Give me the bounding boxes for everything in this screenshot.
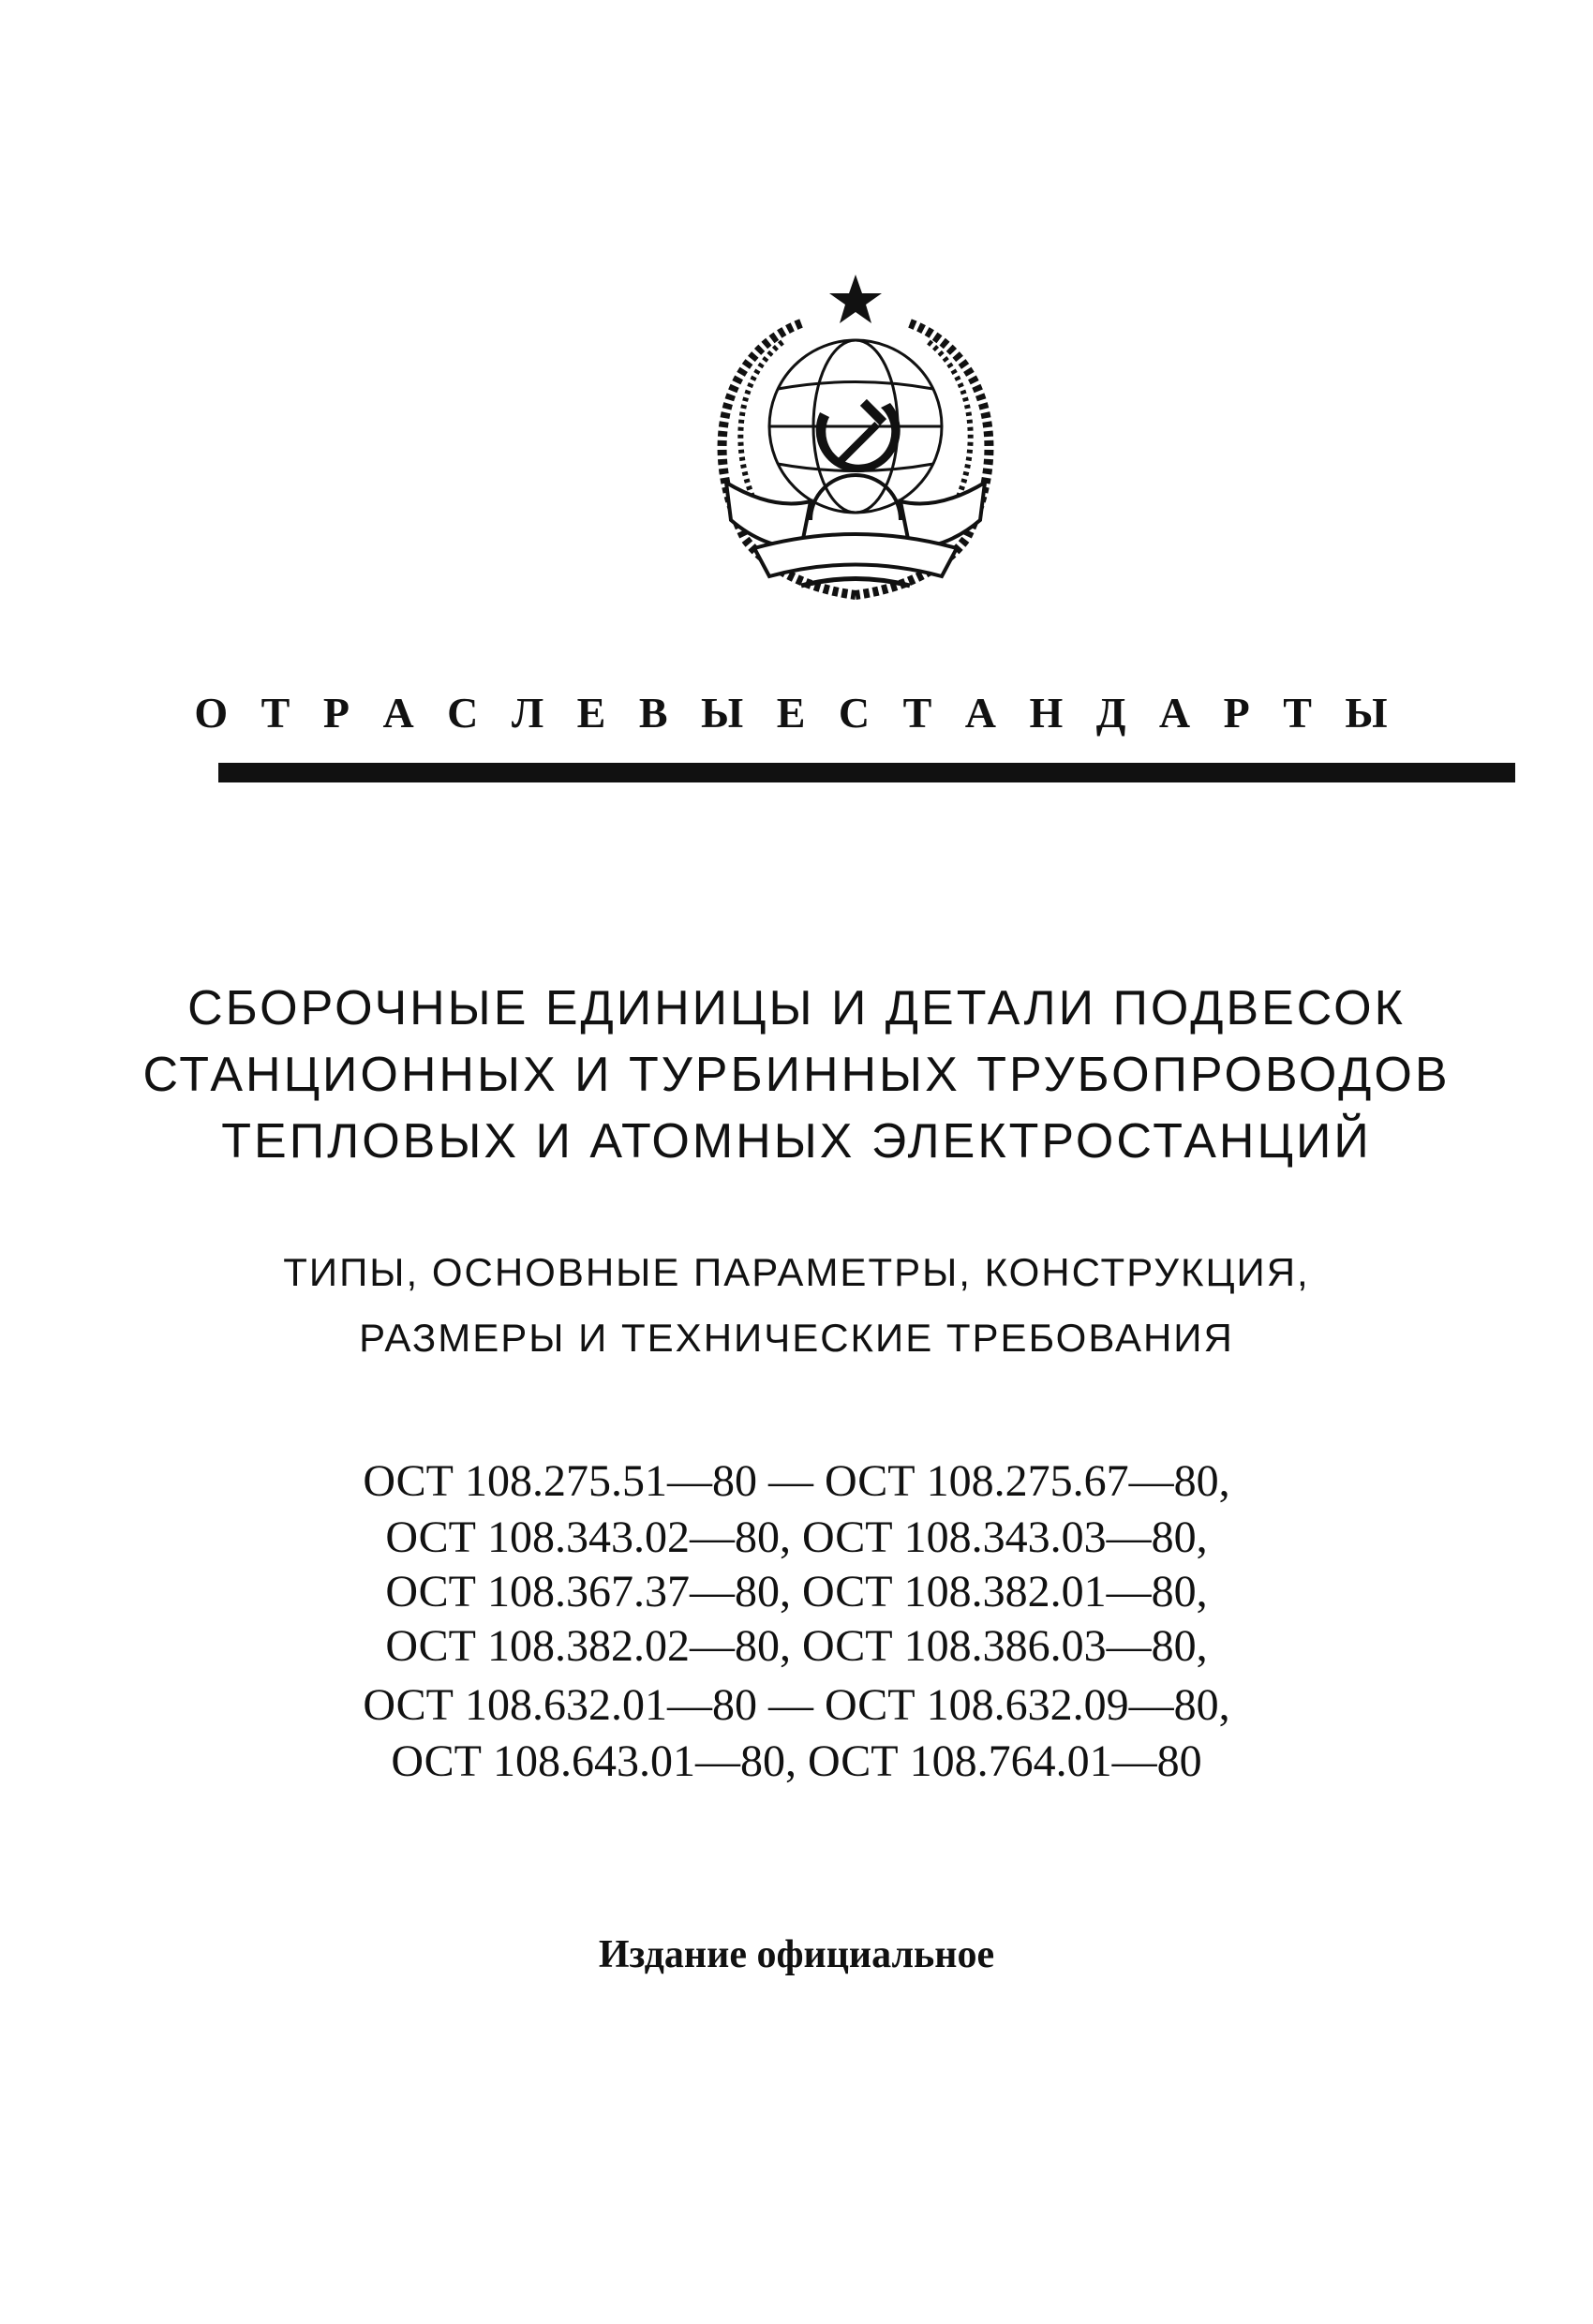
- hammer-and-sickle-icon: [816, 399, 901, 472]
- title-line-2: СТАНЦИОННЫХ И ТУРБИННЫХ ТРУБОПРОВОДОВ: [142, 1048, 1451, 1102]
- standard-line: ОСТ 108.643.01—80, ОСТ 108.764.01—80: [391, 1736, 1202, 1786]
- title-line-1: СБОРОЧНЫЕ ЕДИНИЦЫ И ДЕТАЛИ ПОДВЕСОК: [187, 981, 1406, 1035]
- edition-note: Издание официальное: [598, 1933, 995, 1976]
- standard-line: ОСТ 108.632.01—80 — ОСТ 108.632.09—80,: [363, 1680, 1230, 1730]
- coat-of-arms-emblem: [689, 267, 1022, 609]
- subtitle-line-1: ТИПЫ, ОСНОВНЫЕ ПАРАМЕТРЫ, КОНСТРУКЦИЯ,: [283, 1250, 1310, 1294]
- header-rule-thin: [218, 780, 1515, 782]
- standard-line: ОСТ 108.343.02—80, ОСТ 108.343.03—80,: [385, 1512, 1208, 1562]
- standard-line: ОСТ 108.275.51—80 — ОСТ 108.275.67—80,: [363, 1456, 1230, 1506]
- header-rule: [218, 763, 1515, 780]
- standard-line: ОСТ 108.367.37—80, ОСТ 108.382.01—80,: [385, 1567, 1208, 1616]
- standard-line: ОСТ 108.382.02—80, ОСТ 108.386.03—80,: [385, 1621, 1208, 1671]
- star-icon: [829, 275, 882, 323]
- title-line-3: ТЕПЛОВЫХ И АТОМНЫХ ЭЛЕКТРОСТАНЦИЙ: [221, 1114, 1372, 1169]
- series-header: О Т Р А С Л Е В Ы Е С Т А Н Д А Р Т Ы: [194, 689, 1399, 737]
- subtitle-line-2: РАЗМЕРЫ И ТЕХНИЧЕСКИЕ ТРЕБОВАНИЯ: [359, 1316, 1234, 1360]
